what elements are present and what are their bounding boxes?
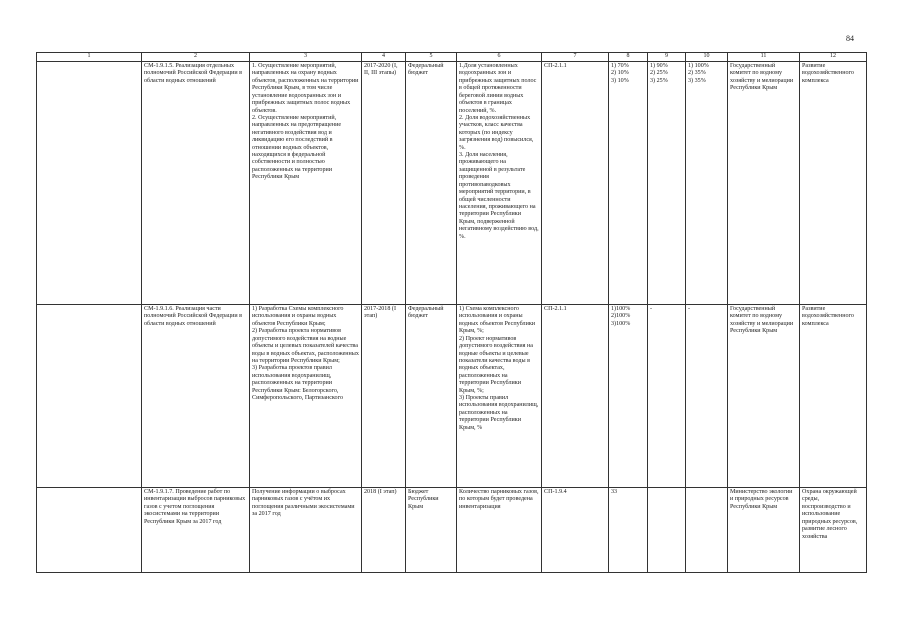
cell-value-2: - bbox=[648, 305, 686, 488]
cell-number bbox=[37, 305, 142, 488]
cell-funding: Федеральный бюджет bbox=[406, 305, 457, 488]
header-cell-11: 11 bbox=[728, 53, 800, 62]
cell-measure-name: СМ-1.9.1.7. Проведение работ по инвентаризации выбросов парниковых газов с учетом поглощения экосистемами на территории Республики Крым за 2017 год bbox=[142, 488, 250, 573]
cell-value-2: 1) 90% 2) 25% 3) 25% bbox=[648, 62, 686, 305]
cell-indicators: 1) Схема комплексного использования и охраны водных объектов Республики Крым, %; 2) Проект нормативов допустимого воздействия на водные объекты и целевые показатели качества воды в водных объектах, расположенных на территории Республики Крым, %; 3) Проекты правил использования водохранилищ, расположенных на территории Республики Крым, % bbox=[457, 305, 542, 488]
cell-value-3: - bbox=[686, 305, 728, 488]
cell-program: Охрана окружающей среды, воспроизводство и использование природных ресурсов, развитие лесного хозяйства bbox=[800, 488, 867, 573]
cell-value-1: 33 bbox=[609, 488, 648, 573]
cell-program: Развитие водохозяйственного комплекса bbox=[800, 62, 867, 305]
cell-activities: 1. Осуществление мероприятий, направленных на охрану водных объектов, расположенных на территории Республики Крым, в том числе установление водоохранных зон и прибрежных защитных полос водных объектов. 2. Осуществление мероприятий, направленных на предотвращение негативного воздействия вод и ликвидацию его последствий в отношении водных объектов, находящихся в федеральной собственности и полностью расположенных на территории Республики Крым bbox=[250, 62, 362, 305]
header-cell-10: 10 bbox=[686, 53, 728, 62]
cell-indicators: 1.Доля установленных водоохранных зон и прибрежных защитных полос в общей протяженности береговой линии водных объектов в границах поселений, %. 2. Доля водохозяйственных участков, класс качества которых (по индексу загрязнения вод) повысился, %. 3. Доля населения, проживающего на защищенной в результате проведения противопаводковых мероприятий территории, в общей численности населения, проживающего на территории Республики Крым, подверженной негативному воздействию вод, %. bbox=[457, 62, 542, 305]
header-cell-1: 1 bbox=[37, 53, 142, 62]
cell-value-3: 1) 100% 2) 35% 3) 35% bbox=[686, 62, 728, 305]
header-cell-12: 12 bbox=[800, 53, 867, 62]
cell-value-2 bbox=[648, 488, 686, 573]
cell-value-1: 1)100% 2)100% 3)100% bbox=[609, 305, 648, 488]
cell-activities: Получение информации о выбросах парниковых газов с учётом их поглощения различными экосистемами за 2017 год bbox=[250, 488, 362, 573]
cell-number bbox=[37, 62, 142, 305]
cell-value-1: 1) 70% 2) 10% 3) 10% bbox=[609, 62, 648, 305]
cell-program: Развитие водохозяйственного комплекса bbox=[800, 305, 867, 488]
header-cell-4: 4 bbox=[362, 53, 406, 62]
measures-table bbox=[36, 52, 867, 573]
header-cell-8: 8 bbox=[609, 53, 648, 62]
cell-indicators: Количество парниковых газов, по которым будет проведена инвентаризация bbox=[457, 488, 542, 573]
header-cell-7: 7 bbox=[542, 53, 609, 62]
header-cell-6: 6 bbox=[457, 53, 542, 62]
cell-period: 2018 (I этап) bbox=[362, 488, 406, 573]
header-cell-5: 5 bbox=[406, 53, 457, 62]
cell-responsible: Государственный комитет по водному хозяйству и мелиорации Республики Крым bbox=[728, 305, 800, 488]
cell-code: СП-2.1.1 bbox=[542, 305, 609, 488]
header-cell-2: 2 bbox=[142, 53, 250, 62]
cell-funding: Федеральный бюджет bbox=[406, 62, 457, 305]
cell-funding: Бюджет Республики Крым bbox=[406, 488, 457, 573]
header-cell-9: 9 bbox=[648, 53, 686, 62]
cell-code: СП-2.1.1 bbox=[542, 62, 609, 305]
cell-period: 2017-2020 (I, II, III этапы) bbox=[362, 62, 406, 305]
header-cell-3: 3 bbox=[250, 53, 362, 62]
cell-number bbox=[37, 488, 142, 573]
cell-measure-name: СМ-1.9.1.6. Реализация части полномочий Российской Федерации в области водных отношений bbox=[142, 305, 250, 488]
table-row bbox=[37, 305, 867, 488]
cell-activities: 1) Разработка Схемы комплексного использования и охраны водных объектов Республики Крым; 2) Разработка проекта нормативов допустимого воздействия на водные объекты и целевых показателей качества воды в водных объектах, расположенных на территории Республики Крым; 3) Разработка проектов правил использования водохранилищ, расположенных на территории Республики Крым: Белогорского, Симферопольского, Партизанского bbox=[250, 305, 362, 488]
table-row bbox=[37, 62, 867, 305]
cell-code: СП-1.9.4 bbox=[542, 488, 609, 573]
page-number: 84 bbox=[846, 34, 854, 43]
cell-period: 2017-2018 (I этап) bbox=[362, 305, 406, 488]
cell-measure-name: СМ-1.9.1.5. Реализация отдельных полномочий Российской Федерации в области водных отношений bbox=[142, 62, 250, 305]
header-row bbox=[37, 53, 867, 62]
cell-value-3 bbox=[686, 488, 728, 573]
cell-responsible: Государственный комитет по водному хозяйству и мелиорации Республики Крым bbox=[728, 62, 800, 305]
table-row bbox=[37, 488, 867, 573]
cell-responsible: Министерство экологии и природных ресурсов Республики Крым bbox=[728, 488, 800, 573]
